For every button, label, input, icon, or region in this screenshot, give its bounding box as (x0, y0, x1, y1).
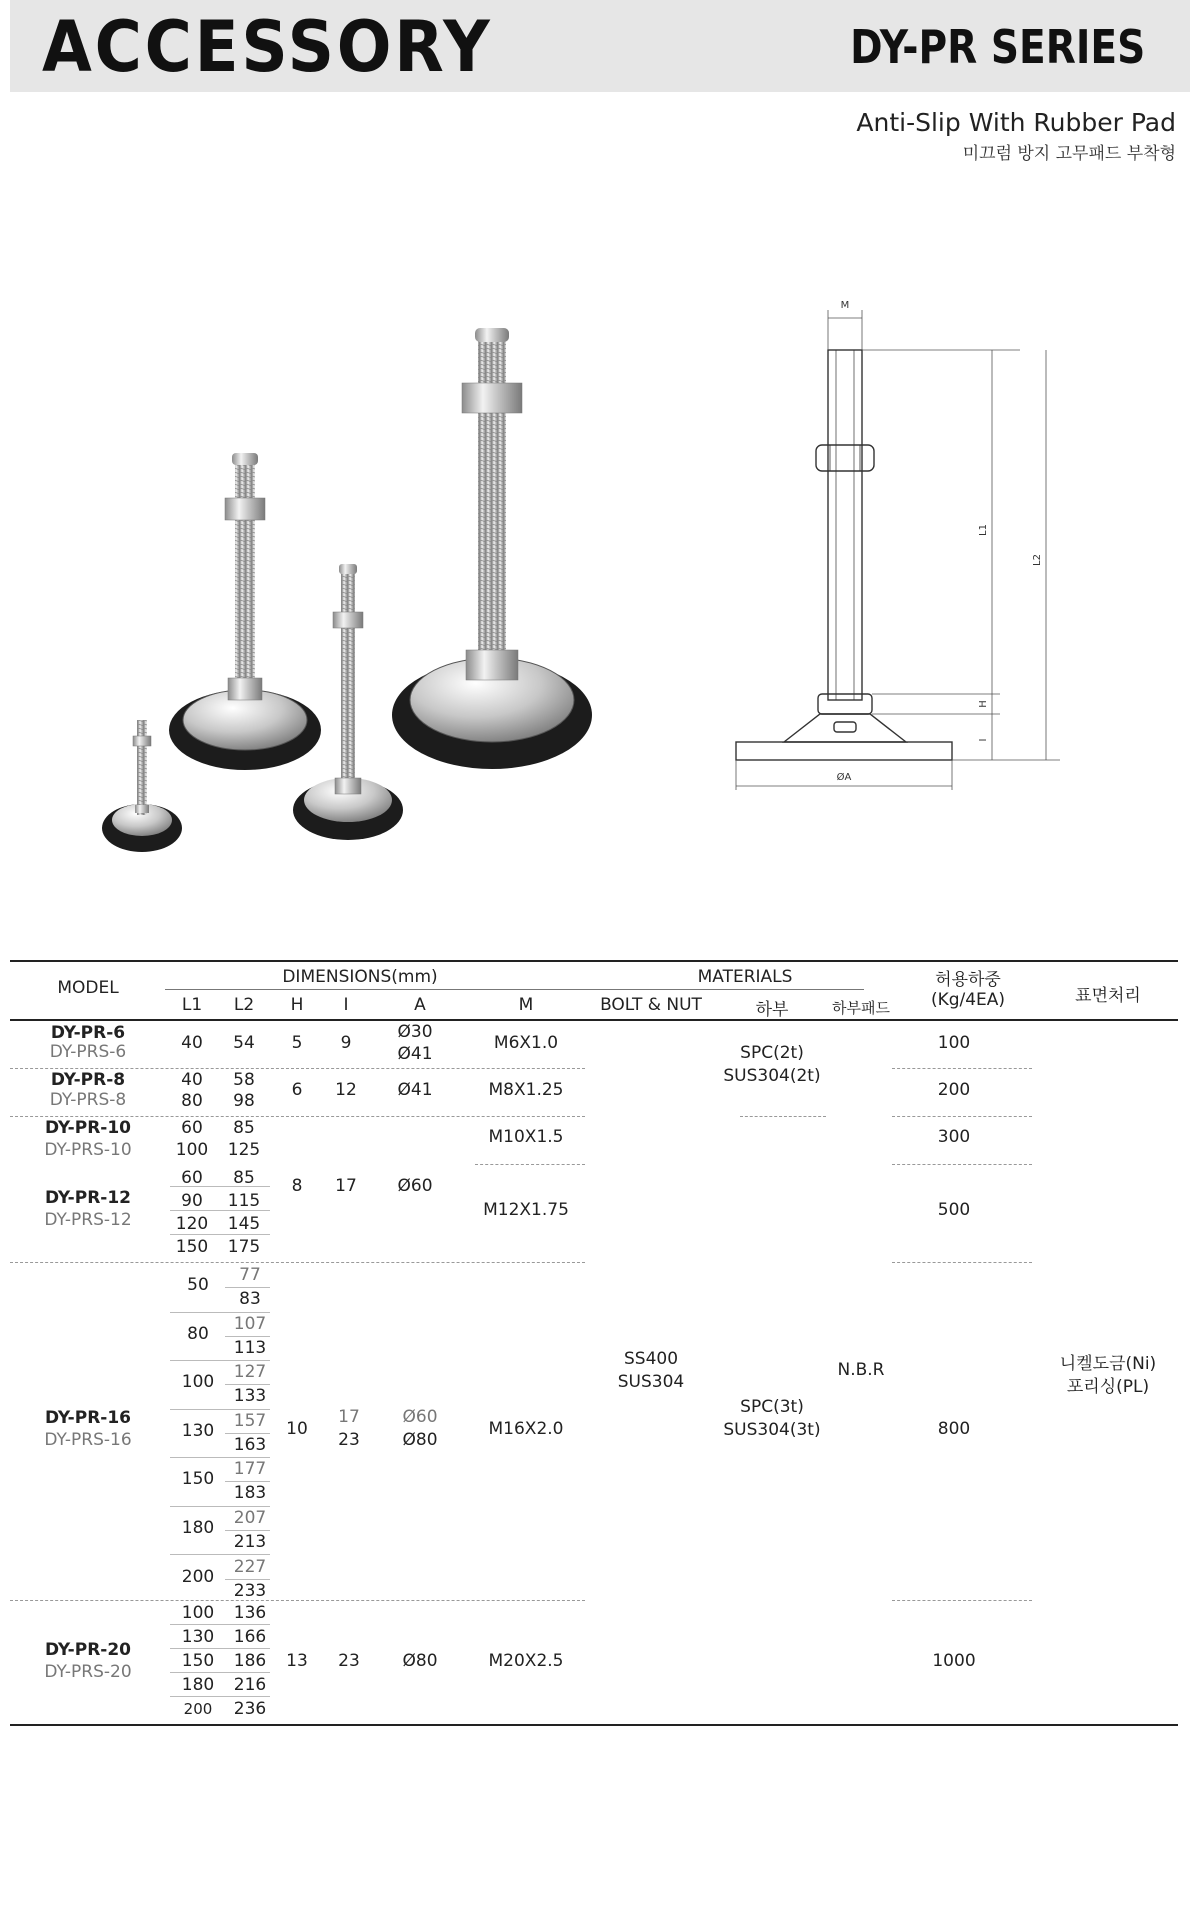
cell-lower-material: SUS304(3t) (723, 1420, 821, 1440)
header-pad: 하부패드 (832, 999, 890, 1017)
model-prs20: DY-PRS-20 (44, 1662, 132, 1682)
dim-label-i: I (978, 738, 989, 742)
cell-l2: 107 (233, 1314, 267, 1334)
header-bar (10, 0, 1190, 92)
cell-l1: 180 (181, 1675, 215, 1695)
cell-l1: 150 (181, 1651, 215, 1671)
header-dimensions: DIMENSIONS(mm) (282, 967, 438, 987)
cell-l2: 125 (227, 1140, 261, 1160)
cell-lower-material: SPC(2t) (740, 1043, 804, 1063)
cell-i: 17 (335, 1176, 357, 1196)
cell-l1: 100 (181, 1603, 215, 1623)
cell-i: 17 (338, 1407, 360, 1427)
cell-l2: 136 (233, 1603, 267, 1623)
technical-drawing (730, 290, 1090, 810)
cell-h: 5 (291, 1033, 303, 1053)
dim-label-l1: L1 (978, 524, 989, 536)
dim-label-a: ØA (836, 772, 852, 783)
cell-l1: 80 (187, 1324, 209, 1344)
row-sep (892, 1068, 1032, 1069)
sub-sep (170, 1234, 270, 1235)
cell-m: M16X2.0 (488, 1419, 564, 1439)
cell-l2: 175 (227, 1237, 261, 1257)
row-sep (740, 1116, 826, 1117)
row-sep (892, 1262, 1032, 1263)
model-prs10: DY-PRS-10 (44, 1140, 132, 1160)
cell-a: Ø80 (402, 1651, 438, 1671)
cell-h: 8 (291, 1176, 303, 1196)
series-title: DY-PR SERIES (849, 20, 1145, 74)
model-prs12: DY-PRS-12 (44, 1210, 132, 1230)
cell-l1: 100 (181, 1372, 215, 1392)
cell-l2: 58 (233, 1070, 255, 1090)
cell-l1: 60 (181, 1168, 203, 1188)
cell-l2: 115 (227, 1191, 261, 1211)
cell-a: Ø80 (402, 1430, 438, 1450)
cell-l2: 85 (233, 1168, 255, 1188)
leveling-foot-front (293, 564, 403, 840)
cell-m: M20X2.5 (488, 1651, 564, 1671)
product-photo (90, 320, 630, 860)
model-pr8: DY-PR-8 (50, 1070, 126, 1090)
subtitle-en: Anti-Slip With Rubber Pad (856, 108, 1176, 137)
cell-l2: 98 (233, 1091, 255, 1111)
model-pr6: DY-PR-6 (50, 1023, 126, 1043)
dim-label-l2: L2 (1032, 554, 1043, 566)
model-pr10: DY-PR-10 (44, 1118, 132, 1138)
cell-l1: 180 (181, 1518, 215, 1538)
cell-load: 300 (937, 1127, 971, 1147)
cell-l2: 54 (233, 1033, 255, 1053)
header-a: A (414, 995, 426, 1015)
cell-load: 200 (937, 1080, 971, 1100)
cell-l1: 130 (181, 1421, 215, 1441)
cell-l1: 40 (181, 1070, 203, 1090)
cell-surface: 포리싱(PL) (1066, 1377, 1150, 1397)
sub-sep (225, 1336, 270, 1337)
sub-sep (170, 1409, 270, 1410)
cell-a: Ø60 (402, 1407, 438, 1427)
row-sep (10, 1262, 585, 1263)
cell-a: Ø41 (397, 1080, 433, 1100)
cell-i: 12 (335, 1080, 357, 1100)
header-underline-materials (596, 989, 864, 990)
cell-a: Ø60 (397, 1176, 433, 1196)
leveling-foot-large (392, 328, 592, 769)
row-sep (10, 1068, 585, 1069)
cell-l2: 186 (233, 1651, 267, 1671)
cell-l2: 236 (233, 1699, 267, 1719)
cell-l2: 113 (233, 1338, 267, 1358)
cell-l2: 177 (233, 1459, 267, 1479)
header-m: M (518, 995, 534, 1015)
cell-l1: 150 (175, 1237, 209, 1257)
cell-l2: 227 (233, 1557, 267, 1577)
table-bottom-border (10, 1724, 1178, 1726)
cell-i: 23 (338, 1651, 360, 1671)
subtitle-ko: 미끄럼 방지 고무패드 부착형 (962, 144, 1176, 164)
sub-sep (170, 1672, 270, 1673)
cell-l2: 233 (233, 1581, 267, 1601)
spec-table (10, 960, 1178, 1726)
header-load-unit: (Kg/4EA) (930, 990, 1006, 1010)
cell-l1: 200 (181, 1567, 215, 1587)
model-pr20: DY-PR-20 (44, 1640, 132, 1660)
sub-sep (170, 1648, 270, 1649)
cell-l2: 77 (239, 1265, 261, 1285)
row-sep (475, 1164, 585, 1165)
cell-a: Ø41 (397, 1044, 433, 1064)
sub-sep (225, 1579, 270, 1580)
cell-l2: 166 (233, 1627, 267, 1647)
cell-load: 800 (937, 1419, 971, 1439)
sub-sep (225, 1481, 270, 1482)
sub-sep (170, 1360, 270, 1361)
cell-l1: 200 (183, 1700, 213, 1718)
cell-m: M6X1.0 (493, 1033, 559, 1053)
cell-l1: 80 (181, 1091, 203, 1111)
cell-l2: 207 (233, 1508, 267, 1528)
sub-sep (170, 1554, 270, 1555)
header-l1: L1 (181, 995, 203, 1015)
header-l2: L2 (233, 995, 255, 1015)
cell-l1: 100 (175, 1140, 209, 1160)
model-pr16: DY-PR-16 (44, 1408, 132, 1428)
model-prs6: DY-PRS-6 (49, 1042, 127, 1062)
model-pr12: DY-PR-12 (44, 1188, 132, 1208)
header-bolt-nut: BOLT & NUT (600, 995, 702, 1015)
sub-sep (225, 1433, 270, 1434)
cell-l1: 130 (181, 1627, 215, 1647)
leveling-foot-medium (169, 453, 321, 770)
sub-sep (225, 1530, 270, 1531)
cell-i: 9 (340, 1033, 352, 1053)
sub-sep (170, 1457, 270, 1458)
cell-lower-material: SUS304(2t) (723, 1066, 821, 1086)
cell-l2: 216 (233, 1675, 267, 1695)
table-top-border (10, 960, 1178, 962)
subtitle (856, 108, 1176, 164)
cell-l2: 213 (233, 1532, 267, 1552)
header-materials: MATERIALS (697, 967, 793, 987)
cell-l2: 127 (233, 1362, 267, 1382)
cell-pad-material: N.B.R (837, 1360, 885, 1380)
cell-m: M8X1.25 (488, 1080, 564, 1100)
header-i: I (343, 995, 349, 1015)
cell-i: 23 (338, 1430, 360, 1450)
cell-l1: 40 (181, 1033, 203, 1053)
dim-label-m: M (840, 300, 850, 311)
row-sep (10, 1600, 585, 1601)
cell-load: 1000 (932, 1651, 976, 1671)
cell-surface: 니켈도금(Ni) (1059, 1354, 1157, 1374)
cell-h: 6 (291, 1080, 303, 1100)
cell-load: 100 (937, 1033, 971, 1053)
sub-sep (225, 1384, 270, 1385)
cell-l2: 145 (227, 1214, 261, 1234)
row-sep (892, 1164, 1032, 1165)
sub-sep (170, 1624, 270, 1625)
cell-l2: 157 (233, 1411, 267, 1431)
cell-l2: 183 (233, 1483, 267, 1503)
header-h: H (290, 995, 304, 1015)
page-title: ACCESSORY (42, 6, 493, 88)
cell-l2: 133 (233, 1386, 267, 1406)
cell-l2: 85 (233, 1118, 255, 1138)
cell-m: M10X1.5 (488, 1127, 564, 1147)
sub-sep (170, 1312, 270, 1313)
cell-l1: 120 (175, 1214, 209, 1234)
cell-l1: 50 (187, 1275, 209, 1295)
header-lower: 하부 (755, 1000, 789, 1020)
model-prs8: DY-PRS-8 (49, 1090, 127, 1110)
sub-sep (170, 1506, 270, 1507)
row-sep (892, 1600, 1032, 1601)
cell-bolt-material: SUS304 (617, 1372, 685, 1392)
dim-label-h: H (978, 700, 989, 708)
cell-bolt-material: SS400 (623, 1349, 679, 1369)
cell-h: 13 (286, 1651, 308, 1671)
sub-sep (225, 1287, 270, 1288)
cell-l1: 60 (181, 1118, 203, 1138)
cell-a: Ø30 (397, 1022, 433, 1042)
cell-l2: 163 (233, 1435, 267, 1455)
header-load: 허용하중 (935, 970, 1001, 990)
row-sep (10, 1116, 585, 1117)
model-prs16: DY-PRS-16 (44, 1430, 132, 1450)
sub-sep (170, 1696, 270, 1697)
header-surface: 표면처리 (1075, 986, 1141, 1006)
row-sep (892, 1116, 1032, 1117)
cell-l1: 150 (181, 1469, 215, 1489)
header-bottom-border (10, 1019, 1178, 1021)
cell-lower-material: SPC(3t) (740, 1397, 804, 1417)
header-model: MODEL (57, 978, 119, 998)
cell-load: 500 (937, 1200, 971, 1220)
cell-l1: 90 (181, 1191, 203, 1211)
cell-h: 10 (286, 1419, 308, 1439)
leveling-foot-small (102, 720, 182, 852)
cell-l2: 83 (239, 1289, 261, 1309)
cell-m: M12X1.75 (483, 1200, 569, 1220)
